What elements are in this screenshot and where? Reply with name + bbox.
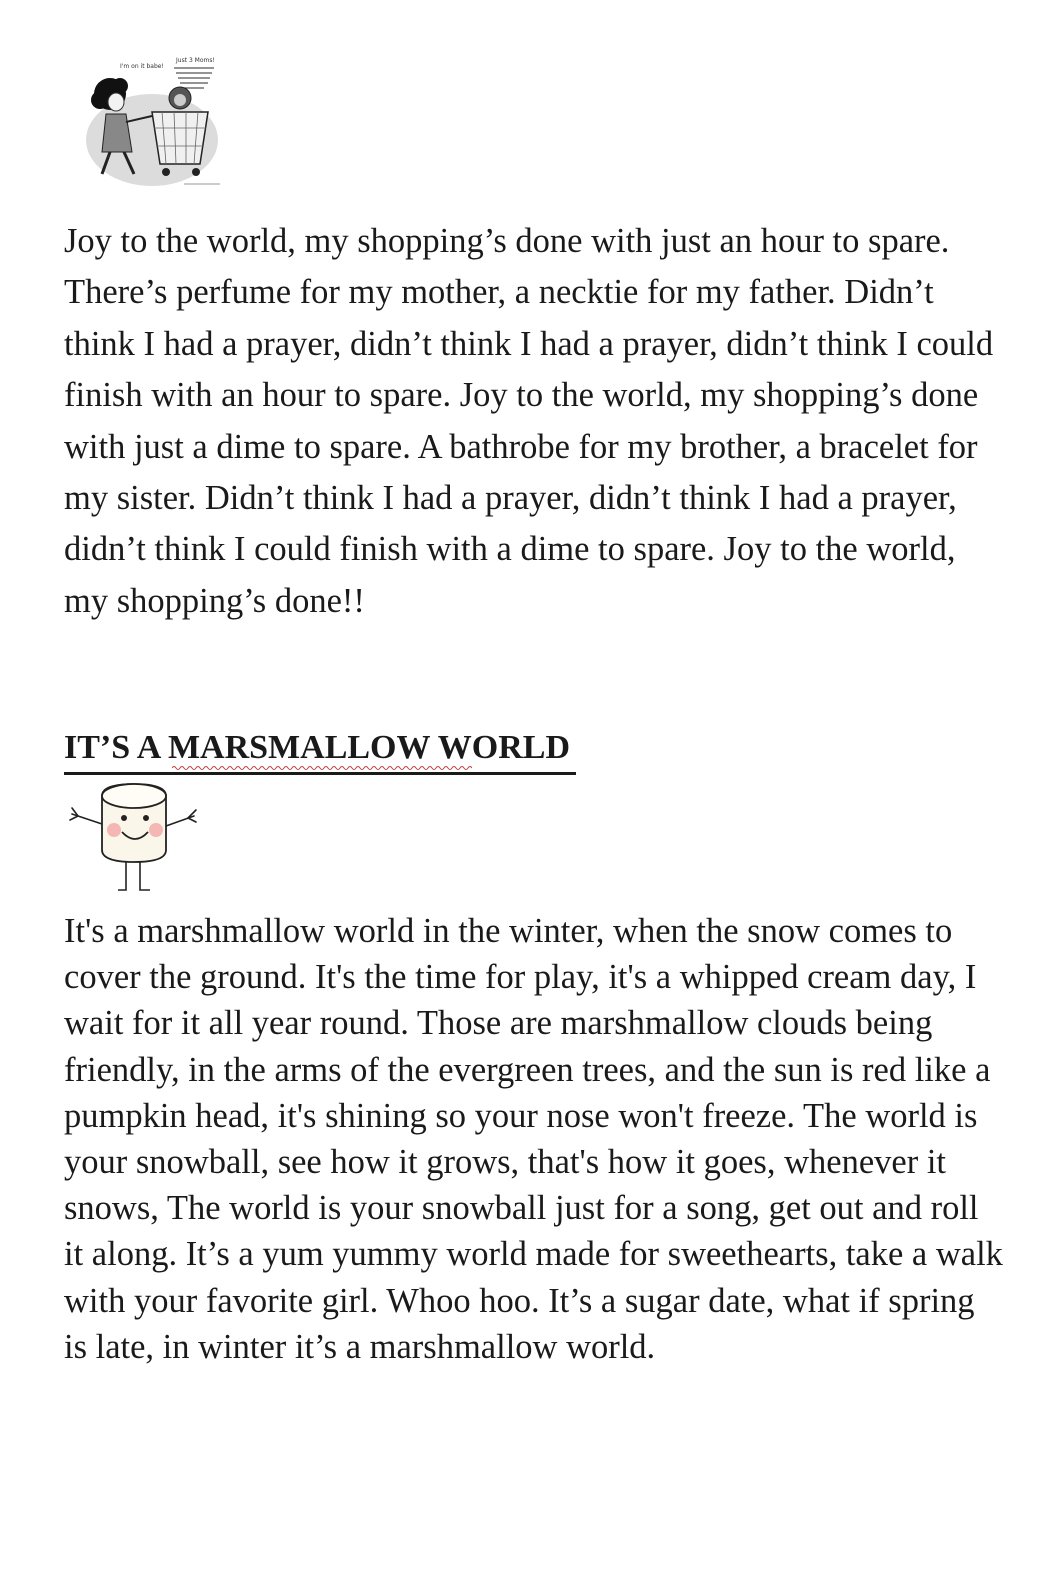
marshmallow-character-illustration (64, 776, 204, 900)
song2-title: IT’S A MARSMALLOW WORLD (64, 726, 576, 775)
cartoon-caption-left: I'm on it babe! (120, 63, 164, 70)
song1-lyrics: Joy to the world, my shopping’s done with just an hour to spare. There’s perfume for my mother, a necktie for my father. Didn’t think I had a prayer, didn’t think I had a prayer, didn’t think I could finish with an hour to spare. Joy to the world, my shopping’s done with just a dime to spare. A bathrobe for my brother, a bracelet for my sister. Didn’t think I had a prayer, didn’t think I had a prayer, didn’t think I could finish with a dime to spare. Joy to the world, my shopping’s done!! (64, 222, 994, 620)
song2-lyrics: It's a marshmallow world in the winter, when the snow comes to cover the ground. It's the time for play, it's a whipped cream day, I wait for it all year round. Those are marshmallow clouds being friendly, in the arms of the evergreen trees, and the sun is red like a pumpkin head, it's shining so your nose won't freeze. The world is your snowball, see how it grows, that's how it goes, whenever it snows, The world is your snowball just for a song, get out and roll it along. It’s a yum yummy world made for sweethearts, take a walk with your favorite girl. Whoo hoo. It’s a sugar date, what if spring is late, in winter it’s a marshmallow world. (64, 912, 1003, 1366)
spellcheck-squiggle (172, 765, 472, 770)
cartoon-caption-right: Just 3 Moms! (176, 57, 215, 64)
shopping-cartoon-illustration (80, 52, 228, 192)
